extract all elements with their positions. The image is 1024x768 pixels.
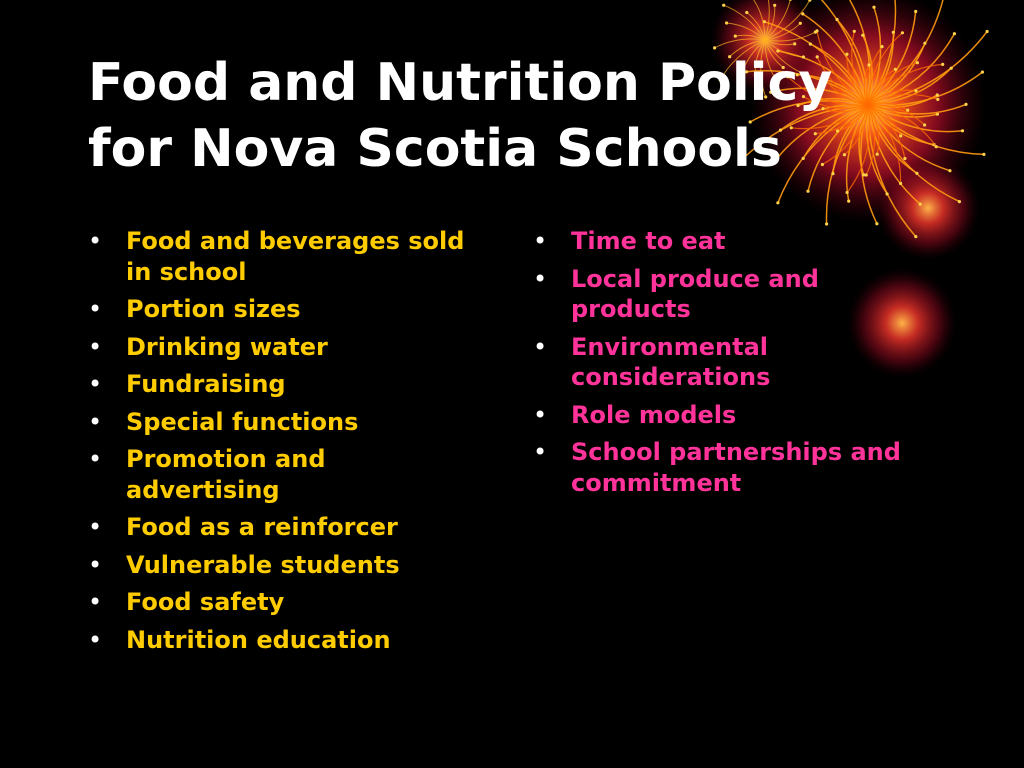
list-item-text: Time to eat <box>571 227 726 255</box>
bullet-icon: • <box>88 550 103 579</box>
firework-spark <box>950 67 953 70</box>
firework-spark <box>847 200 850 203</box>
firework-spark <box>986 30 989 33</box>
list-item <box>533 332 923 393</box>
left-bullet-list <box>88 226 468 662</box>
firework-spark <box>961 129 964 132</box>
bullet-icon: • <box>533 438 548 466</box>
list-item-text: Environmental considerations <box>571 332 771 391</box>
firework-spark <box>901 31 904 34</box>
list-item-text: Special functions <box>126 407 359 436</box>
list-item-text: Fundraising <box>126 370 286 398</box>
list-item <box>88 550 468 581</box>
firework-spark <box>773 4 776 7</box>
bullet-icon: • <box>88 625 103 654</box>
bullet-icon: • <box>88 295 103 323</box>
firework-spark <box>880 45 883 48</box>
list-item <box>88 444 468 505</box>
firework-spark <box>923 42 926 45</box>
firework-spark <box>853 30 856 33</box>
firework-spark <box>814 30 817 33</box>
list-item <box>88 587 468 618</box>
list-item <box>88 625 468 656</box>
list-item-text: Nutrition education <box>126 625 391 654</box>
bullet-icon: • <box>533 264 548 293</box>
firework-spark <box>958 200 961 203</box>
list-item-text: Food safety <box>126 588 285 616</box>
bullet-icon: • <box>88 332 103 361</box>
list-item <box>533 400 923 431</box>
bullet-icon: • <box>88 370 103 398</box>
firework-spark <box>776 201 779 204</box>
list-item-text: Food as a reinforcer <box>126 513 398 541</box>
firework-spark <box>919 203 922 206</box>
slide-title-line-2: for Nova Scotia Schools <box>88 119 782 179</box>
firework-spark <box>846 191 849 194</box>
firework-spark <box>835 18 838 21</box>
firework-spark <box>892 31 895 34</box>
list-item-text: Food and beverages sold in school <box>126 227 465 286</box>
list-item-text: Portion sizes <box>126 295 301 323</box>
list-item-text: Vulnerable students <box>126 550 400 579</box>
firework-spark <box>914 10 917 13</box>
list-item <box>533 264 923 325</box>
firework-spark <box>861 34 864 37</box>
firework-spark <box>953 32 956 35</box>
firework-spark <box>725 21 728 24</box>
firework-spark <box>875 222 878 225</box>
bullet-icon: • <box>533 400 548 429</box>
firework-spark <box>745 11 748 14</box>
list-item-text: Local produce and products <box>571 264 819 323</box>
firework-spark <box>809 42 812 45</box>
right-bullet-list <box>533 226 923 505</box>
list-item-text: Role models <box>571 400 737 429</box>
list-item <box>88 226 468 287</box>
firework-spark <box>982 153 985 156</box>
firework-spark <box>872 6 875 9</box>
firework-spark <box>964 103 967 106</box>
list-item-text: Promotion and advertising <box>126 445 326 504</box>
firework-spark <box>948 169 951 172</box>
bullet-icon: • <box>88 227 103 255</box>
list-item-text: School partnerships and commitment <box>571 438 901 497</box>
list-item <box>88 294 468 325</box>
firework-spark <box>793 42 796 45</box>
firework-spark <box>899 182 902 185</box>
list-item <box>533 226 923 257</box>
bullet-icon: • <box>88 513 103 541</box>
firework-spark <box>799 22 802 25</box>
slide-title-line-1: Food and Nutrition Policy <box>88 53 833 113</box>
bullet-icon: • <box>88 407 103 436</box>
firework-spark <box>886 192 889 195</box>
bullet-icon: • <box>533 227 548 255</box>
slide-title <box>88 50 948 182</box>
bullet-icon: • <box>88 588 103 616</box>
list-item <box>88 512 468 543</box>
list-item <box>533 437 923 498</box>
firework-spark <box>722 4 725 7</box>
bullet-icon: • <box>533 332 548 361</box>
firework-spark <box>734 35 737 38</box>
list-item <box>88 369 468 400</box>
bullet-icon: • <box>88 445 103 473</box>
list-item <box>88 332 468 363</box>
list-item-text: Drinking water <box>126 332 328 361</box>
list-item <box>88 407 468 438</box>
firework-spark <box>806 190 809 193</box>
firework-spark <box>981 71 984 74</box>
